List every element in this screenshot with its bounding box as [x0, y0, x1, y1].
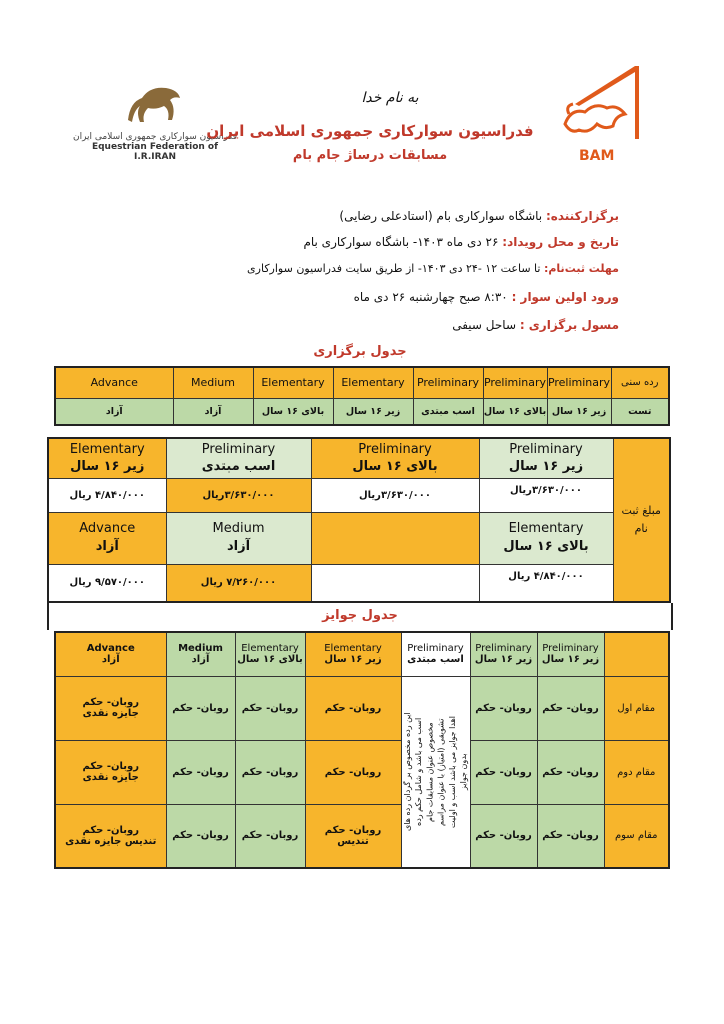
fee-test: Elementary [69, 441, 145, 457]
prize-age: زیر ۱۶ سال [474, 654, 533, 666]
competition-title: مسابقات درساژ جام بام [292, 148, 448, 163]
schedule-age-cell: زیر ۱۶ سال [333, 398, 413, 425]
prizes-table [54, 631, 670, 869]
federation-name-en: Equestrian Federation of I.R.IRAN [91, 142, 219, 162]
prize-header-cell [55, 632, 166, 676]
info-organizer [339, 209, 619, 223]
fee-category-cell [166, 438, 311, 478]
fee-age: بالای ۱۶ سال [503, 539, 589, 554]
info-value: ساحل سیفی [452, 318, 520, 332]
novice-note-cell [401, 676, 470, 868]
prize-age: آزاد [191, 654, 210, 666]
fee-age: بالای ۱۶ سال [352, 459, 438, 475]
fee-age: آزاد [95, 539, 119, 554]
schedule-test-cell: Advance [55, 367, 173, 398]
prize-age: اسب مبتدی [407, 654, 464, 666]
info-value: باشگاه سوارکاری بام (استادعلی رضایی) [339, 209, 546, 223]
schedule-test-cell: Preliminary [483, 367, 547, 398]
fee-age: اسب مبتدی [201, 459, 276, 475]
fees-table [47, 437, 671, 603]
prize-cell: روبان- حکم [235, 740, 305, 804]
prize-test: Elementary [241, 643, 299, 655]
fee-label: مبلغ ثبت نام [613, 438, 670, 602]
prize-age: آزاد [101, 654, 120, 666]
fee-amount: ۹/۵۷۰/۰۰۰ ریال [48, 564, 166, 602]
prize-age: زیر ۱۶ سال [541, 654, 600, 666]
prize-header-cell [235, 632, 305, 676]
fee-category-cell [311, 512, 479, 564]
schedule-test-cell: Preliminary [547, 367, 611, 398]
basmala: به نام خدا [361, 90, 419, 106]
prize-header-cell [166, 632, 235, 676]
prize-header-empty [604, 632, 669, 676]
schedule-age-cell: آزاد [173, 398, 253, 425]
schedule-age-cell: آزاد [55, 398, 173, 425]
schedule-row-label: رده سنی [611, 367, 669, 398]
prize-cell: روبان- حکم [537, 676, 604, 740]
prize-header-cell [537, 632, 604, 676]
federation-title: فدراسیون سوارکاری جمهوری اسلامی ایران [206, 122, 534, 140]
prize-header-cell [401, 632, 470, 676]
info-label: مسول برگزاری : [519, 318, 619, 332]
info-value: ۸:۳۰ صبح چهارشنبه ۲۶ دی ماه [353, 290, 512, 304]
info-date-place [303, 235, 619, 249]
prize-test: Medium [178, 643, 223, 655]
schedule-age-cell: بالای ۱۶ سال [253, 398, 333, 425]
fee-test: Preliminary [358, 441, 432, 457]
fee-category-cell [166, 512, 311, 564]
schedule-age-cell: اسب مبتدی [413, 398, 483, 425]
prize-cell: روبان- حکم جایزه نقدی [55, 676, 166, 740]
fee-amount: ۳/۶۳۰/۰۰۰ریال [311, 478, 479, 512]
fee-test: Advance [79, 521, 136, 537]
prize-test: Elementary [324, 643, 382, 655]
prize-row-label: مقام سوم [604, 804, 669, 868]
schedule-test-cell: Elementary [253, 367, 333, 398]
prize-row-label: مقام دوم [604, 740, 669, 804]
fee-test: Elementary [508, 521, 584, 537]
fee-test: Preliminary [201, 441, 276, 457]
fee-amount: ۳/۶۳۰/۰۰۰ریال [479, 478, 613, 512]
novice-note: این رده مخصوص بر گردان رده های اسب می باشد و شامل حکم رده مخصوص عنوان مسابقات جام تشویقی (امتیاز) با عنوان مراسم اهدا جوایز می باشد اسب و اولیت بدون جوایز [402, 712, 468, 832]
prize-test: Preliminary [407, 643, 464, 655]
prize-age: بالای ۱۶ سال [237, 654, 303, 666]
prize-row-label: مقام اول [604, 676, 669, 740]
prize-cell: روبان- حکم [470, 804, 537, 868]
info-label: مهلت ثبت‌نام: [543, 262, 619, 275]
prize-test: Advance [86, 643, 135, 655]
prize-age: زیر ۱۶ سال [324, 654, 382, 666]
info-first-rider [354, 290, 619, 304]
schedule-row-label: تست [611, 398, 669, 425]
fee-amount: ۷/۲۶۰/۰۰۰ ریال [166, 564, 311, 602]
fee-category-cell [48, 512, 166, 564]
prize-header-cell [470, 632, 537, 676]
fee-category-cell [48, 438, 166, 478]
fee-amount: ۳/۶۳۰/۰۰۰ریال [166, 478, 311, 512]
fee-amount [311, 564, 479, 602]
fee-category-cell [479, 438, 613, 478]
fee-amount: ۴/۸۴۰/۰۰۰ ریال [479, 564, 613, 602]
schedule-test-cell: Elementary [333, 367, 413, 398]
fee-age: زیر ۱۶ سال [508, 459, 584, 475]
prize-cell: روبان- حکم [166, 676, 235, 740]
schedule-table [54, 366, 670, 426]
info-value: ۲۶ دی ماه ۱۴۰۳- باشگاه سوارکاری بام [303, 235, 503, 249]
fee-age: آزاد [226, 539, 251, 554]
prize-cell: روبان- حکم [166, 804, 235, 868]
bam-logo [555, 64, 650, 164]
bam-logo-text: BAM [579, 148, 615, 164]
info-label: ورود اولین سوار : [511, 290, 619, 304]
prize-cell: روبان- حکم [305, 740, 401, 804]
fee-amount: ۴/۸۴۰/۰۰۰ ریال [48, 478, 166, 512]
prizes-title: جدول جوایز [322, 608, 398, 623]
federation-name-fa: فدراسیون سوارکاری جمهوری اسلامی ایران [72, 132, 238, 142]
prize-cell: روبان- حکم [305, 676, 401, 740]
prize-header-cell [305, 632, 401, 676]
schedule-test-cell: Preliminary [413, 367, 483, 398]
prize-cell: روبان- حکم [537, 804, 604, 868]
schedule-age-cell: بالای ۱۶ سال [483, 398, 547, 425]
schedule-title: جدول برگزاری [313, 344, 407, 359]
prize-cell: روبان- حکم تندیس [305, 804, 401, 868]
fee-category-cell [479, 512, 613, 564]
prize-test: Preliminary [475, 643, 532, 655]
prize-cell: روبان- حکم [166, 740, 235, 804]
prize-cell: روبان- حکم [235, 676, 305, 740]
prize-test: Preliminary [542, 643, 599, 655]
prize-cell: روبان- حکم جایزه نقدی [55, 740, 166, 804]
fee-test: Medium [212, 521, 265, 537]
prize-cell: روبان- حکم [235, 804, 305, 868]
prize-cell: روبان- حکم تندیس جایزه نقدی [55, 804, 166, 868]
bam-horse-icon [555, 64, 650, 149]
fee-test: Preliminary [509, 441, 583, 457]
info-registration [247, 262, 619, 275]
info-label: برگزارکننده: [545, 209, 619, 223]
info-manager [452, 318, 619, 332]
prize-cell: روبان- حکم [470, 740, 537, 804]
schedule-test-cell: Medium [173, 367, 253, 398]
info-label: تاریخ و محل رویداد: [502, 235, 619, 249]
schedule-age-cell: زیر ۱۶ سال [547, 398, 611, 425]
prize-cell: روبان- حکم [470, 676, 537, 740]
fee-category-cell [311, 438, 479, 478]
prize-cell: روبان- حکم [537, 740, 604, 804]
info-value: تا ساعت ۱۲ -۲۴ دی ۱۴۰۳- از طریق سایت فدراسیون سوارکاری [247, 262, 544, 275]
fee-age: زیر ۱۶ سال [70, 459, 145, 475]
